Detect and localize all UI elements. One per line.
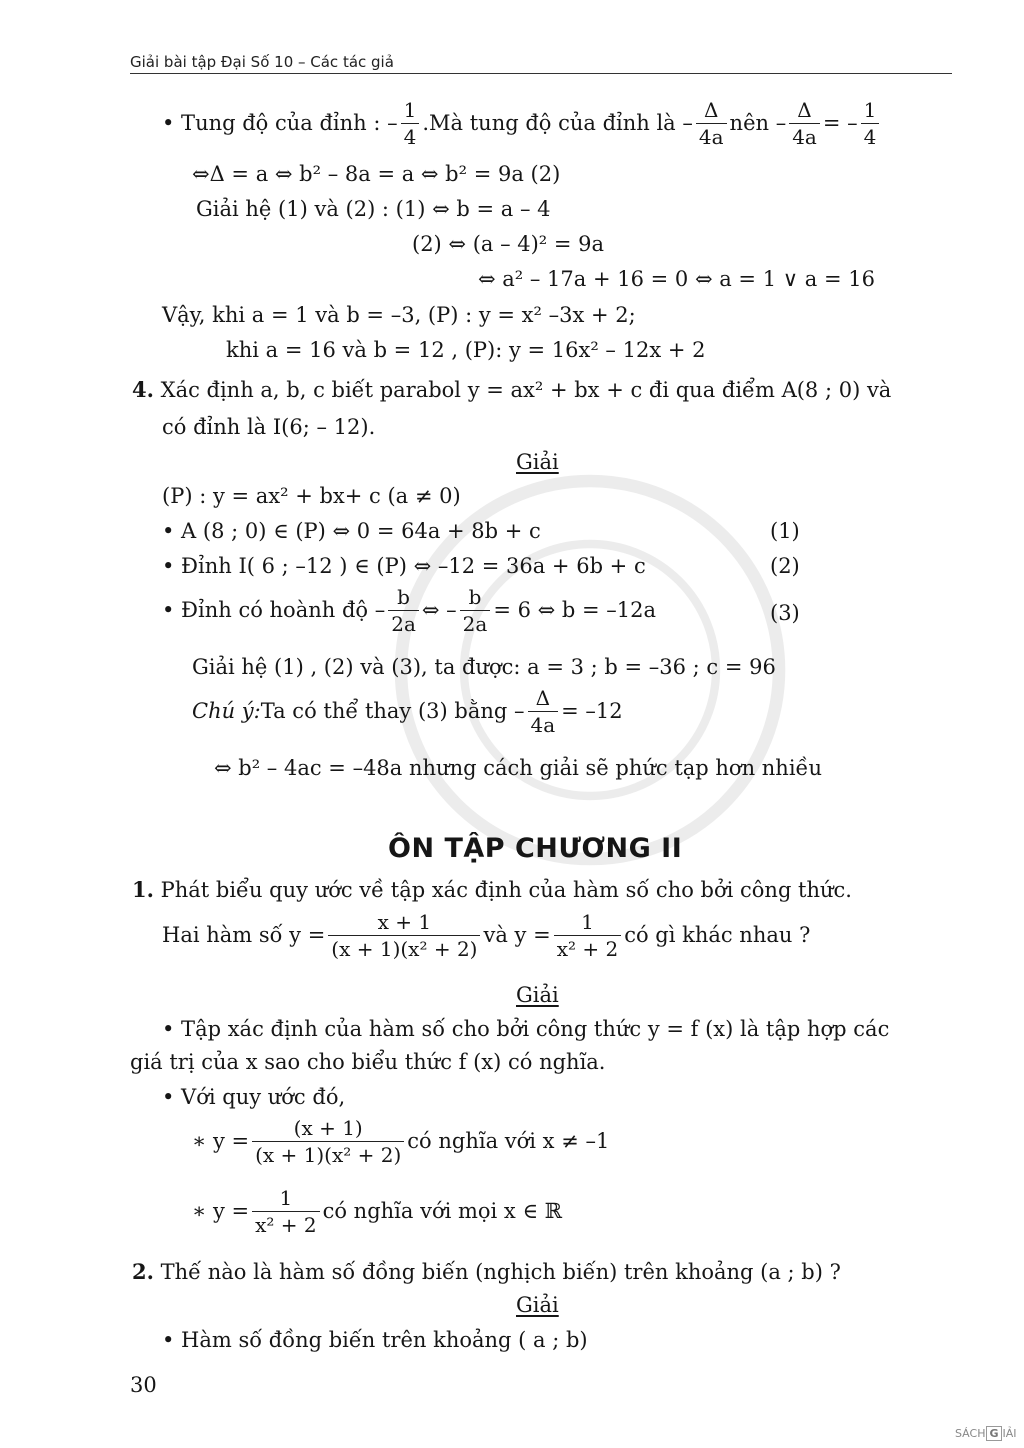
eq-label-2: (2): [770, 554, 800, 578]
line-1-text-a: • Tung độ của đỉnh : –: [162, 111, 398, 135]
answer-line-5: [192, 1188, 562, 1235]
problem-4: [132, 379, 891, 401]
q1-text-d: có gì khác nhau ?: [624, 923, 811, 947]
page-number: 30: [130, 1373, 157, 1397]
sol-line-4: [162, 587, 656, 634]
fraction-func-2: $\frac{1}{\text{x² + 2}}$: [554, 912, 622, 959]
question-1-line-2: [162, 912, 810, 959]
logo-mark: G: [986, 1426, 1001, 1441]
sol-line-4-text-b: ⇔ –: [421, 598, 457, 622]
fraction-delta-4a-note: $\frac{\Delta}{4a}$: [528, 688, 559, 735]
solution-heading-2: Giải: [516, 983, 559, 1007]
note-text-b: = –12: [561, 699, 623, 723]
line-2: ⇔Δ = a ⇔ b² – 8a = a ⇔ b² = 9a (2): [192, 162, 561, 186]
site-logo: [955, 1428, 1017, 1439]
note-text-a: Ta có thể thay (3) bằng –: [260, 699, 525, 723]
problem-4-line-2: có đỉnh là I(6; – 12).: [162, 415, 376, 439]
logo-text-right: IẢI: [1002, 1427, 1017, 1440]
question-2-number: 2.: [132, 1259, 154, 1284]
answer-line-1: • Tập xác định của hàm số cho bởi công thức y = f (x) là tập hợp các: [162, 1017, 890, 1041]
logo-text-left: SÁCH: [955, 1427, 986, 1440]
q1-text-b: Hai hàm số y =: [162, 923, 326, 947]
answer-line-3: • Với quy ước đó,: [162, 1085, 346, 1109]
answer-4-text-b: có nghĩa với x ≠ –1: [407, 1129, 610, 1153]
running-header: Giải bài tập Đại Số 10 – Các tác giả: [130, 53, 394, 71]
sol-line-5: Giải hệ (1) , (2) và (3), ta được: a = 3 ; b = –36 ; c = 96: [192, 655, 776, 679]
note-line-2: ⇔ b² – 4ac = –48a nhưng cách giải sẽ phức tạp hơn nhiều: [214, 756, 822, 780]
line-1-text-b: .Mà tung độ của đỉnh là –: [422, 111, 693, 135]
fraction-delta-4a: $\frac{\Delta}{4a}$: [696, 100, 727, 147]
sol-line-4-text-a: • Đỉnh có hoành độ –: [162, 598, 386, 622]
fraction-func-4: $\frac{1}{\text{x² + 2}}$: [252, 1188, 320, 1235]
fraction-b-2a-2: $\frac{b}{2a}$: [460, 587, 491, 634]
problem-4-text: Xác định a, b, c biết parabol y = ax² + bx + c đi qua điểm A(8 ; 0) và: [153, 378, 892, 402]
line-6: Vậy, khi a = 1 và b = –3, (P) : y = x² –3x + 2;: [162, 303, 636, 327]
sol-line-1: (P) : y = ax² + bx+ c (a ≠ 0): [162, 484, 461, 508]
answer-2-line-1: • Hàm số đồng biến trên khoảng ( a ; b): [162, 1328, 588, 1352]
eq-label-3: (3): [770, 601, 800, 625]
solution-heading-3: Giải: [516, 1293, 559, 1317]
fraction-func-1: $\frac{x + 1}{\text{(x + 1)(x² + 2)}}$: [328, 912, 480, 959]
answer-4-text-a: ∗ y =: [192, 1129, 250, 1153]
answer-5-text-a: ∗ y =: [192, 1199, 250, 1223]
line-1: [162, 100, 882, 147]
answer-line-2: giá trị của x sao cho biểu thức f (x) có nghĩa.: [130, 1050, 606, 1074]
sol-line-3: • Đỉnh I( 6 ; –12 ) ∈ (P) ⇔ –12 = 36a + 6b + c: [162, 554, 646, 578]
solution-heading-1: Giải: [516, 450, 559, 474]
line-7: khi a = 16 và b = 12 , (P): y = 16x² – 12x + 2: [226, 338, 706, 362]
question-1-number: 1.: [132, 877, 154, 902]
question-1-text: Phát biểu quy ước về tập xác định của hàm số cho bởi công thức.: [153, 878, 852, 902]
problem-4-number: 4.: [132, 377, 154, 402]
question-1: [132, 879, 852, 901]
line-3: Giải hệ (1) và (2) : (1) ⇔ b = a – 4: [196, 197, 551, 221]
question-2: [132, 1261, 841, 1283]
note-line: [192, 688, 623, 735]
line-1-text-c: nên –: [729, 111, 787, 135]
fraction-b-2a: $\frac{b}{2a}$: [388, 587, 419, 634]
answer-line-4: [192, 1118, 609, 1165]
header-rule: [130, 73, 952, 74]
q1-text-c: và y =: [483, 923, 551, 947]
fraction-1-4: $\frac{1}{4}$: [401, 100, 420, 147]
line-5: ⇔ a² – 17a + 16 = 0 ⇔ a = 1 ∨ a = 16: [478, 267, 875, 291]
fraction-func-3: $\frac{(x + 1)}{\text{(x + 1)(x² + 2)}}$: [252, 1118, 404, 1165]
line-1-text-d: = –: [822, 111, 858, 135]
question-2-text: Thế nào là hàm số đồng biến (nghịch biến) trên khoảng (a ; b) ?: [153, 1260, 841, 1284]
section-title: ÔN TẬP CHƯƠNG II: [388, 833, 683, 864]
answer-5-text-b: có nghĩa với mọi x ∈ ℝ: [322, 1199, 563, 1223]
fraction-delta-4a-2: $\frac{\Delta}{4a}$: [789, 100, 820, 147]
line-4: (2) ⇔ (a – 4)² = 9a: [412, 232, 605, 256]
note-label: Chú ý:: [192, 699, 261, 723]
sol-line-4-text-c: = 6 ⇔ b = –12a: [493, 598, 657, 622]
eq-label-1: (1): [770, 519, 800, 543]
fraction-1-4-b: $\frac{1}{4}$: [861, 100, 880, 147]
sol-line-2: • A (8 ; 0) ∈ (P) ⇔ 0 = 64a + 8b + c: [162, 519, 541, 543]
